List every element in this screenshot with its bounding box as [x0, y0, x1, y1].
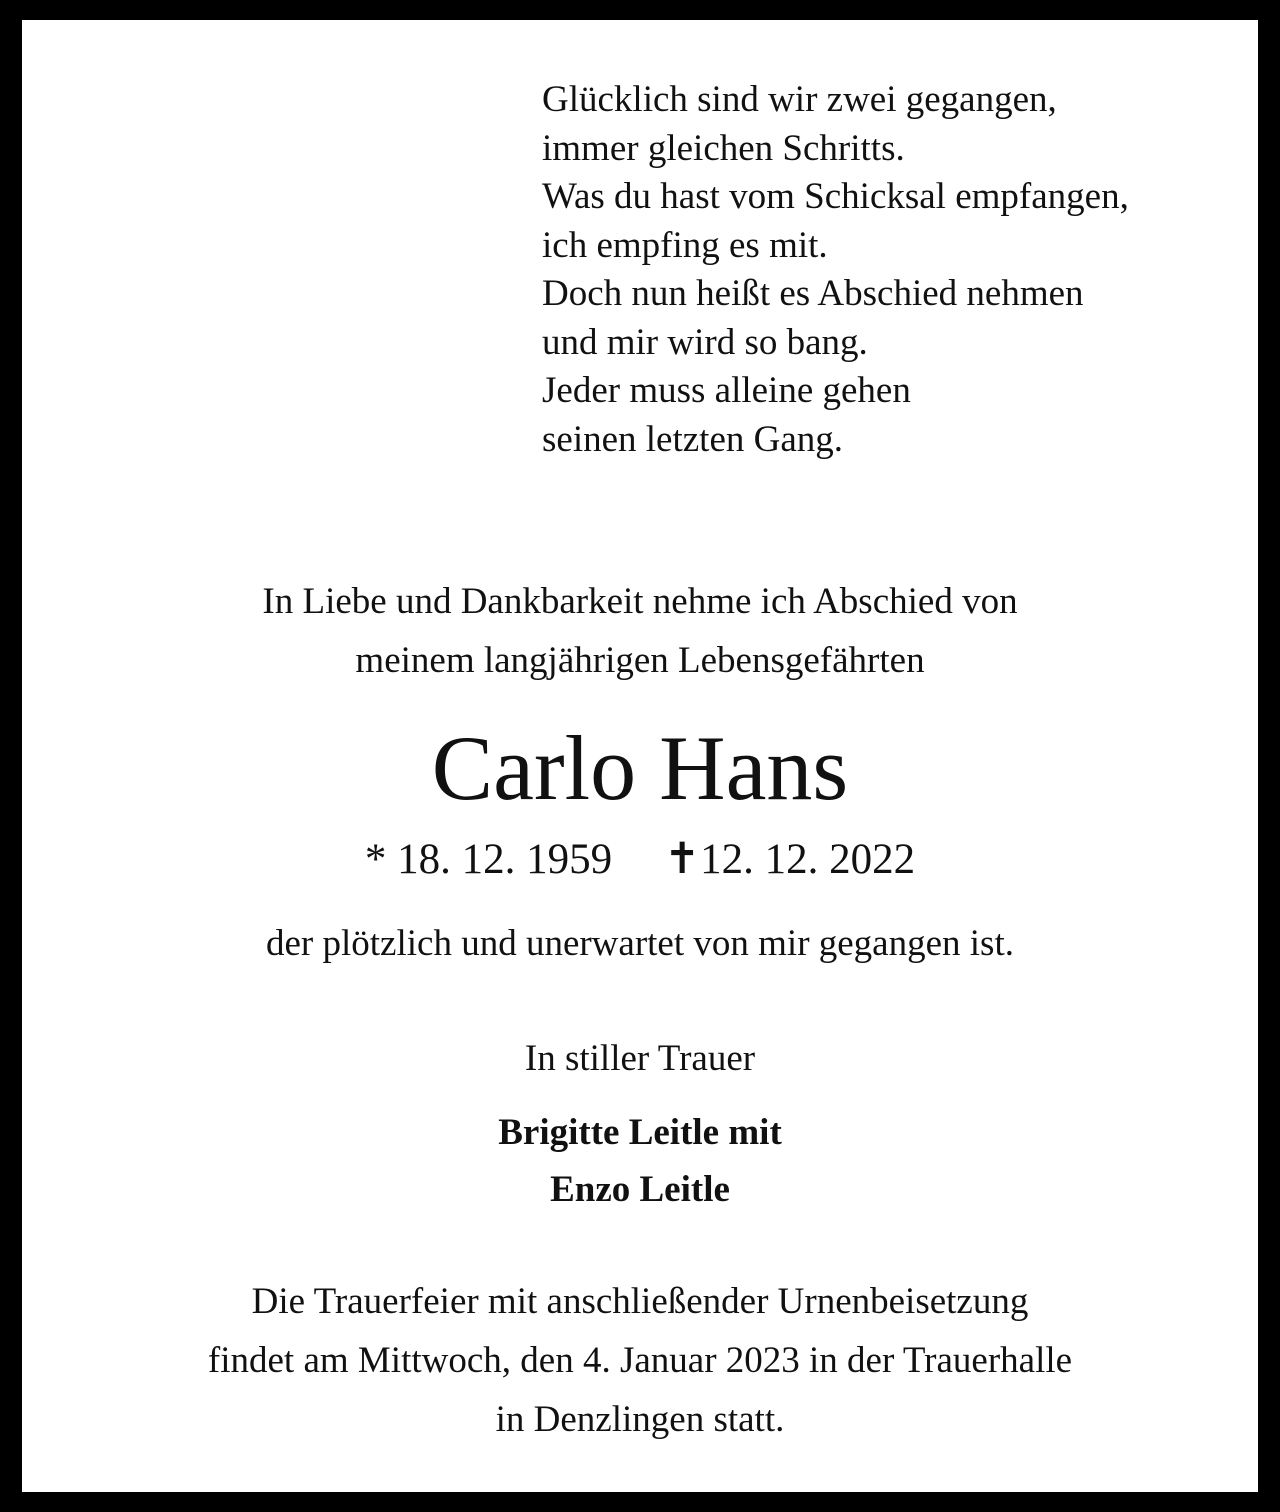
ceremony-line: Die Trauerfeier mit anschließender Urnenbeisetzung — [251, 1281, 1029, 1322]
mourner-line: Brigitte Leitle mit — [498, 1112, 782, 1153]
mourner-line: Enzo Leitle — [550, 1169, 730, 1210]
ceremony-line: in Denzlingen statt. — [495, 1399, 785, 1440]
intro-line: In Liebe und Dankbarkeit nehme ich Abschied von — [262, 581, 1018, 622]
poem-line: immer gleichen Schritts. — [542, 127, 905, 169]
passing-statement: der plötzlich und unerwartet von mir gegangen ist. — [265, 923, 1014, 964]
ceremony-info — [22, 1272, 1258, 1449]
poem-line: und mir wird so bang. — [542, 321, 868, 363]
mourning-heading: In stiller Trauer — [524, 1038, 756, 1079]
poem-line: ich empfing es mit. — [542, 224, 828, 266]
poem-line: seinen letzten Gang. — [542, 418, 844, 460]
intro-line: meinem langjährigen Lebensgefährten — [355, 640, 925, 681]
poem-line: Jeder muss alleine gehen — [542, 370, 911, 411]
birth-date: * 18. 12. 1959 — [364, 836, 613, 883]
deceased-name: Carlo Hans — [431, 717, 849, 819]
farewell-intro — [22, 572, 1258, 690]
poem-line: Doch nun heißt es Abschied nehmen — [542, 273, 1084, 314]
poem — [542, 76, 1242, 464]
poem-line: Glücklich sind wir zwei gegangen, — [542, 79, 1057, 120]
life-dates — [22, 832, 1258, 888]
death-date: ✝12. 12. 2022 — [664, 836, 916, 883]
poem-line: Was du hast vom Schicksal empfangen, — [542, 176, 1129, 217]
mourners-list — [22, 1104, 1258, 1218]
obituary-notice — [22, 20, 1258, 1492]
ceremony-line: findet am Mittwoch, den 4. Januar 2023 in der Trauerhalle — [207, 1340, 1073, 1381]
